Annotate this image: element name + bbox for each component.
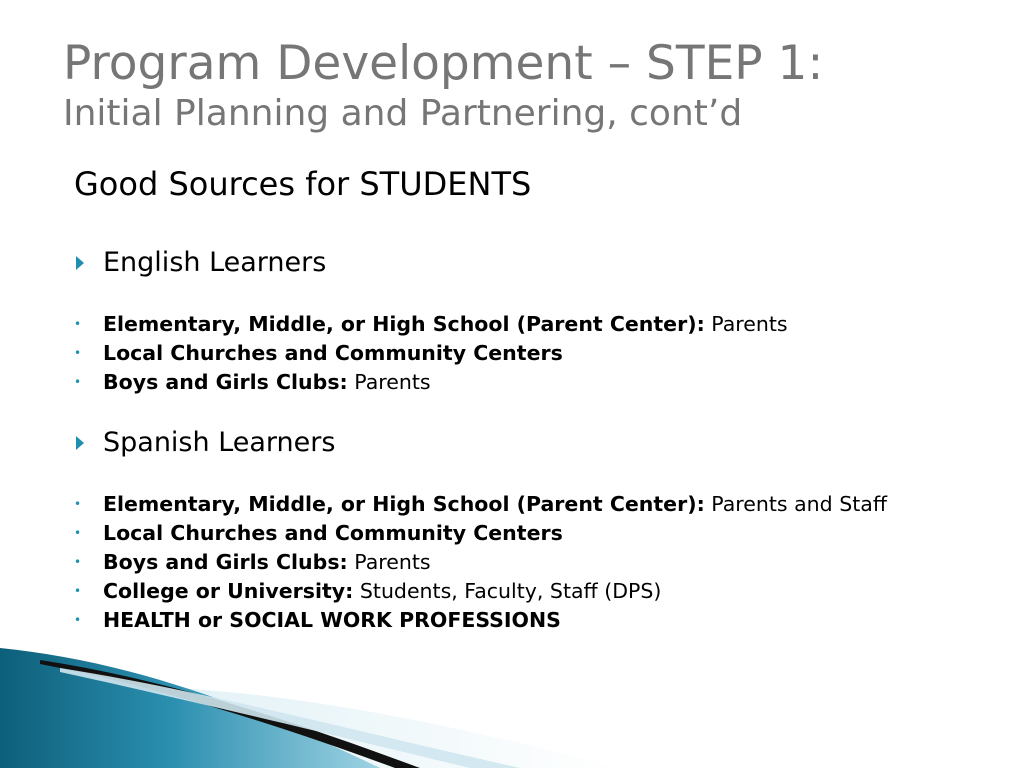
- item-bold: Elementary, Middle, or High School (Parent Center): [103, 312, 697, 336]
- item-text: Parents: [347, 550, 431, 574]
- item-bold: Local Churches and Community Centers: [103, 341, 563, 365]
- list-item: [74, 577, 1004, 606]
- item-sep: :: [345, 579, 354, 603]
- list-item: [74, 339, 1004, 368]
- list-item: [74, 310, 1004, 339]
- list-item: [74, 368, 1004, 397]
- item-bold: College or University: [103, 579, 346, 603]
- item-bold: Boys and Girls Clubs: [103, 370, 340, 394]
- dot-bullet-icon: •: [74, 584, 82, 598]
- item-bold: HEALTH or SOCIAL WORK PROFESSIONS: [103, 608, 561, 632]
- dot-bullet-icon: •: [74, 526, 82, 540]
- dot-bullet-icon: •: [74, 375, 82, 389]
- section-heading: [74, 423, 1004, 463]
- section-spanish-learners: [74, 423, 1004, 635]
- wave-pale-stripe: [60, 668, 520, 768]
- subheading: Good Sources for STUDENTS: [74, 165, 532, 203]
- slide-title: [63, 36, 1003, 136]
- item-sep: :: [339, 550, 348, 574]
- section-english-learners: [74, 243, 1004, 397]
- dot-bullet-icon: •: [74, 613, 82, 627]
- list-item: [74, 548, 1004, 577]
- list-item: [74, 490, 1004, 519]
- section-title: Spanish Learners: [103, 427, 336, 458]
- item-sep: :: [696, 312, 705, 336]
- triangle-bullet-icon: [76, 256, 84, 270]
- wave-light-band: [0, 686, 620, 768]
- title-line-1: Program Development – STEP 1:: [63, 36, 824, 91]
- section-heading: [74, 243, 1004, 283]
- item-text: Parents: [704, 312, 788, 336]
- section-title: English Learners: [103, 247, 327, 278]
- source-list: [74, 490, 1004, 635]
- dot-bullet-icon: •: [74, 497, 82, 511]
- dot-bullet-icon: •: [74, 346, 82, 360]
- item-text: Students, Faculty, Staff (DPS): [353, 579, 662, 603]
- wave-blue-band: [0, 648, 380, 768]
- dot-bullet-icon: •: [74, 555, 82, 569]
- source-list: [74, 310, 1004, 397]
- dot-bullet-icon: •: [74, 317, 82, 331]
- item-bold: Boys and Girls Clubs: [103, 550, 340, 574]
- item-bold: Elementary, Middle, or High School (Parent Center): [103, 492, 697, 516]
- item-sep: :: [696, 492, 705, 516]
- title-line-2: Initial Planning and Partnering, cont’d: [63, 93, 743, 134]
- list-item: [74, 519, 1004, 548]
- triangle-bullet-icon: [76, 436, 84, 450]
- list-item: [74, 606, 1004, 635]
- item-text: Parents: [347, 370, 431, 394]
- item-text: Parents and Staff: [704, 492, 887, 516]
- item-bold: Local Churches and Community Centers: [103, 521, 563, 545]
- wave-dark-stripe: [40, 660, 420, 768]
- item-sep: :: [339, 370, 348, 394]
